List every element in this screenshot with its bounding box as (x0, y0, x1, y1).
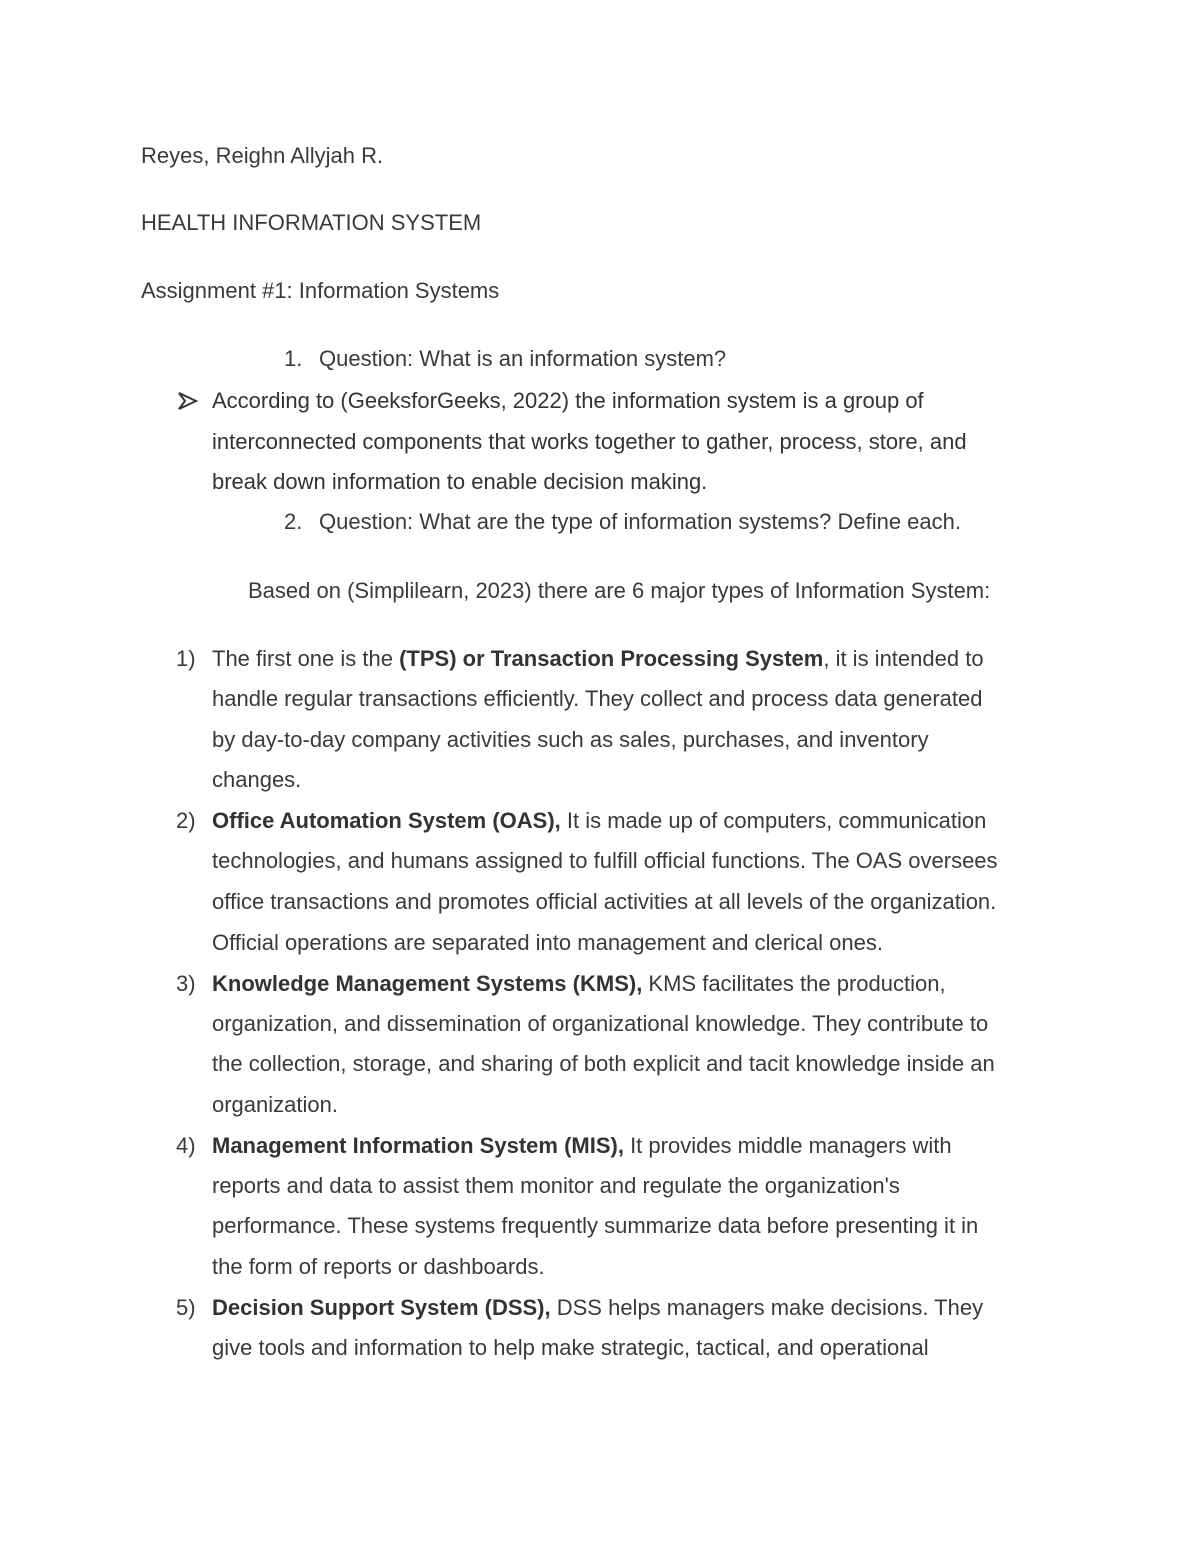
type-2-line-3: office transactions and promotes official activities at all levels of the organization. (212, 889, 997, 914)
type-4-line-3: performance. These systems frequently summarize data before presenting it in (212, 1213, 979, 1238)
type-4-rest: It provides middle managers with (623, 1133, 952, 1158)
type-4-name: Management Information System (MIS), (212, 1133, 624, 1158)
question-1-text: Question: What is an information system? (319, 346, 727, 371)
type-2-rest: It is made up of computers, communication (560, 808, 987, 833)
type-1-number: 1) (176, 646, 196, 671)
type-3-line-4: organization. (212, 1092, 338, 1117)
assignment-title: Assignment #1: Information Systems (141, 278, 500, 303)
type-3-line-2: organization, and dissemination of organizational knowledge. They contribute to (212, 1011, 989, 1036)
type-2-first-line (212, 806, 986, 836)
type-5-name: Decision Support System (DSS), (212, 1295, 551, 1320)
type-1-first-line (212, 644, 984, 674)
course-title: HEALTH INFORMATION SYSTEM (141, 210, 482, 235)
question-2-text: Question: What are the type of information systems? Define each. (319, 509, 961, 534)
type-1-line-3: by day-to-day company activities such as sales, purchases, and inventory (212, 727, 929, 752)
type-5-number: 5) (176, 1295, 196, 1320)
question-2-number: 2. (284, 509, 303, 534)
type-2-line-2: technologies, and humans assigned to fulfill official functions. The OAS oversees (212, 848, 998, 873)
type-3-name: Knowledge Management Systems (KMS), (212, 971, 643, 996)
answer-1-line-2: interconnected components that works together to gather, process, store, and (212, 429, 967, 454)
type-5-rest: DSS helps managers make decisions. They (550, 1295, 984, 1320)
type-1-name: (TPS) or Transaction Processing System (399, 646, 824, 671)
type-1-lead: The first one is the (212, 646, 400, 671)
answer-1-line-3: break down information to enable decision making. (212, 469, 708, 494)
type-4-first-line (212, 1131, 952, 1161)
type-4-number: 4) (176, 1133, 196, 1158)
arrow-bullet-icon (176, 386, 200, 416)
type-3-line-3: the collection, storage, and sharing of both explicit and tacit knowledge inside an (212, 1051, 995, 1076)
type-3-number: 3) (176, 971, 196, 996)
type-2-line-4: Official operations are separated into management and clerical ones. (212, 930, 883, 955)
author-name: Reyes, Reighn Allyjah R. (141, 143, 384, 168)
type-1-line-4: changes. (212, 767, 302, 792)
answer-1-line-1: According to (GeeksforGeeks, 2022) the information system is a group of (212, 388, 924, 413)
type-1-line-2: handle regular transactions efficiently. They collect and process data generated (212, 686, 983, 711)
type-2-name: Office Automation System (OAS), (212, 808, 561, 833)
type-2-number: 2) (176, 808, 196, 833)
type-1-rest: , it is intended to (823, 646, 984, 671)
type-3-rest: KMS facilitates the production, (642, 971, 946, 996)
question-1-number: 1. (284, 346, 303, 371)
types-intro: Based on (Simplilearn, 2023) there are 6 major types of Information System: (248, 578, 991, 603)
type-4-line-2: reports and data to assist them monitor and regulate the organization's (212, 1173, 900, 1198)
type-5-line-2: give tools and information to help make strategic, tactical, and operational (212, 1335, 929, 1360)
type-3-first-line (212, 969, 946, 999)
type-4-line-4: the form of reports or dashboards. (212, 1254, 545, 1279)
type-5-first-line (212, 1293, 983, 1323)
